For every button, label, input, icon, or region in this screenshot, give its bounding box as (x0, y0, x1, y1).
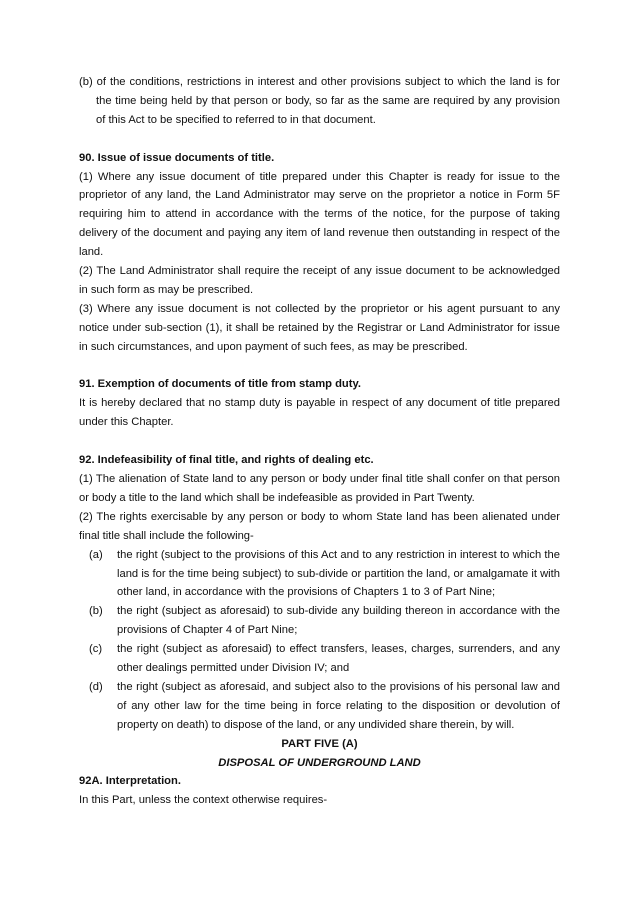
section-92A-heading: 92A. Interpretation. (79, 775, 181, 788)
section-90-p3: (3) Where any issue document is not collected by the proprietor or his agent pursuant to any notice under sub-section (1), it shall be retained by the Registrar or Land Administrator for issue in such circumstances, and upon payment of such fees, as may be prescribed. (79, 302, 560, 353)
section-90-p2: (2) The Land Administrator shall require the receipt of any issue document to be acknowledged in such form as may be prescribed. (79, 265, 560, 296)
section-90-heading: 90. Issue of issue documents of title. (79, 151, 275, 164)
list-item-a (79, 546, 560, 603)
list-item-b (79, 602, 560, 640)
list-item-text: the right (subject as aforesaid) to sub-divide any building thereon in accordance with the provisions of Chapter 4 of Part Nine; (117, 605, 560, 637)
list-item-c (79, 640, 560, 678)
list-item-number: (b) (89, 605, 103, 618)
section-91-p1: It is hereby declared that no stamp duty is payable in respect of any document of title prepared under this Chapter. (79, 397, 560, 429)
spacer (79, 357, 560, 376)
list-item-text: the right (subject as aforesaid, and subject also to the provisions of his personal law and of any other law for the time being in force relating to the disposition or devolution of property on death) to dispose of the land, or any undivided share therein, by will. (117, 680, 560, 731)
document-page (79, 73, 560, 810)
section-92-p2: (2) The rights exercisable by any person or body to whom State land has been alienated under final title shall include the following- (79, 510, 560, 542)
part-title: PART FIVE (A) (281, 737, 358, 750)
section-90-p1: (1) Where any issue document of title prepared under this Chapter is ready for issue to the proprietor of any land, the Land Administrator may serve on the proprietor a notice in Form 5F requiring him to attend in accordance with the terms of the notice, for the purpose of taking delivery of the document and paying any item of land revenue then outstanding in respect of the land. (79, 170, 560, 259)
list-item-text: the right (subject as aforesaid) to effect transfers, leases, charges, surrenders, and any other dealings permitted under Division IV; and (117, 643, 560, 675)
section-92A-p1: In this Part, unless the context otherwise requires- (79, 794, 328, 807)
list-item-number: (a) (89, 548, 103, 561)
paragraph-b: (b) of the conditions, restrictions in interest and other provisions subject to which the land is for the time being held by that person or body, so far as the same are required by any provision of this Act to be specified to referred to in that document. (79, 76, 560, 126)
list-item-number: (c) (89, 643, 103, 656)
list-item-number: (d) (89, 680, 103, 693)
section-92-heading: 92. Indefeasibility of final title, and rights of dealing etc. (79, 454, 374, 467)
part-subtitle: DISPOSAL OF UNDERGROUND LAND (218, 756, 421, 769)
section-91-heading: 91. Exemption of documents of title from stamp duty. (79, 378, 361, 391)
spacer (79, 130, 560, 149)
list-item-text: the right (subject to the provisions of this Act and to any restriction in interest to which the land is for the time being subject) to sub-divide or partition the land, or amalgamate it with other land, in accordance with the provisions of Chapters 1 to 3 of Part Nine; (117, 548, 560, 599)
list-item-d (79, 678, 560, 735)
section-92-p1: (1) The alienation of State land to any person or body under final title shall confer on that person or body a title to the land which shall be indefeasible as provided in Part Twenty. (79, 472, 560, 504)
spacer (79, 432, 560, 451)
